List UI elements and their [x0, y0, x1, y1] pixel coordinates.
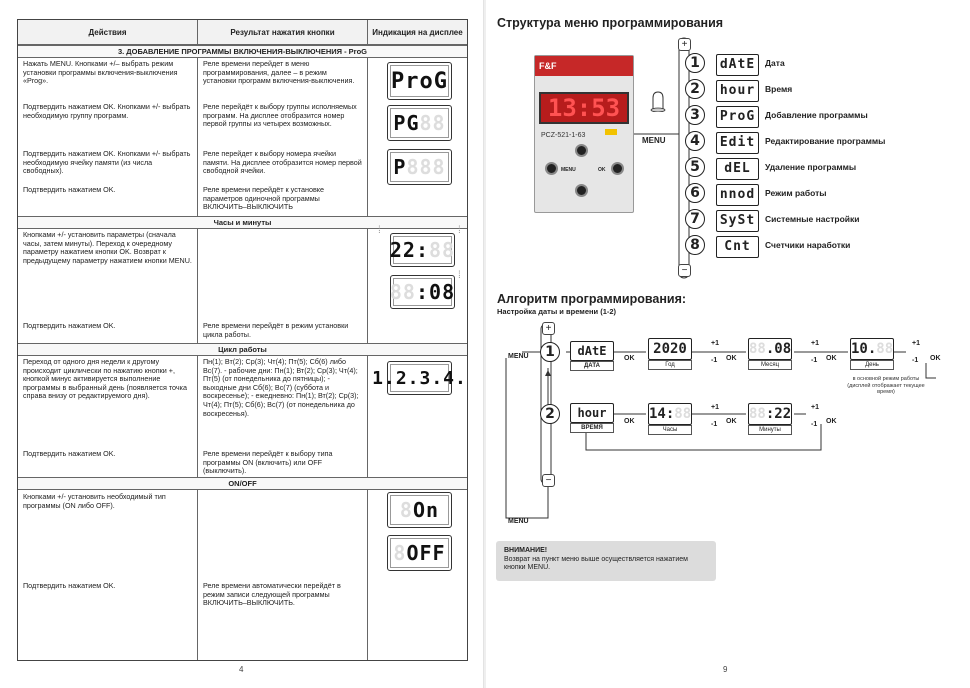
warning-text: Возврат на пункт меню выше осуществляется нажатием кнопки MENU. [504, 555, 688, 571]
page-number-left: 4 [239, 665, 244, 674]
status-led [605, 129, 617, 135]
menu-minus-icon: − [678, 264, 691, 277]
device-model: PCZ-521-1-63 [541, 132, 586, 139]
relay-device [534, 55, 634, 213]
menu-code-hour: hour [716, 80, 759, 102]
onoff-confirm: Подтвердить нажатием OK. [23, 581, 116, 590]
left-page [0, 0, 484, 688]
menu-num-8: 8 [685, 235, 705, 255]
alg-caption-date: ДАТА [570, 361, 614, 371]
alg-caption-hour: ВРЕМЯ [570, 423, 614, 433]
alg-display-month: 88.08 [748, 338, 792, 360]
device-display: 13:53 [539, 92, 629, 124]
alg-caption-hours: Часы [648, 425, 692, 435]
menu-label-date: Дата [765, 58, 785, 68]
alg-caption-minutes: Минуты [748, 425, 792, 435]
menu-button[interactable] [545, 162, 558, 175]
alg-minus1-3: -1 [912, 357, 919, 364]
result-3: Реле перейдет к выбору номера ячейки памяти. На дисплее отобразится номер первой свободной ячейки. [203, 149, 362, 176]
press-hand-icon [649, 90, 667, 112]
menu-label-cnt: Счетчики наработки [765, 240, 851, 250]
alg-plus1-5: +1 [811, 404, 819, 411]
cycle-result: Пн(1); Вт(2); Ср(3); Чт(4); Пт(5); Сб(6) либо Вс(7). - рабочие дни: Пн(1); Вт(2); Ср(3); Чт(4); Пт(5) (от понедельника до пятницы); - выходные дни Сб(6); Вс(7) (суббота и воскресенье); - ежедневно: Пн(1); Вт(2); Ср(3); Чт(4); Пт(5); Сб(6); Вс(7) (от понедельника до воскресенья). [203, 357, 359, 418]
onoff-action: Кнопками +/- установить необходимый тип программы (ON либо OFF). [23, 492, 166, 510]
ok-button[interactable] [611, 162, 624, 175]
plus-button[interactable] [575, 144, 588, 157]
menu-structure-title: Структура меню программирования [497, 16, 724, 30]
alg-minus1-5: -1 [811, 421, 818, 428]
display-minutes: 88 :08 [390, 275, 455, 309]
alg-ok-7: OK [826, 418, 837, 425]
menu-button-label: MENU [561, 167, 576, 173]
menu-label-prog: Добавление программы [765, 110, 868, 120]
action-3: Подтвердить нажатием OK. Кнопками +/- выбрать необходимую ячейку памяти (из числа свободных). [23, 149, 191, 176]
alg-minus1-1: -1 [711, 357, 718, 364]
menu-num-6: 6 [685, 183, 705, 203]
display-prog: ProG [387, 62, 452, 100]
alg-ok-6: OK [726, 418, 737, 425]
algorithm-subtitle: Настройка даты и времени (1-2) [497, 307, 617, 316]
section-prog-title: 3. ДОБАВЛЕНИЕ ПРОГРАММЫ ВКЛЮЧЕНИЯ-ВЫКЛЮЧЕНИЯ - ProG [18, 45, 467, 58]
menu-label-edit: Редактирование программы [765, 136, 886, 146]
cycle-action: Переход от одного дня недели к другому происходит циклически по нажатию кнопки +, кнопкой минус активируется выполнение программы в выбранный день (появляется точка справа внизу от редактируемого дня). [23, 357, 187, 401]
alg-ok-1: OK [624, 355, 635, 362]
menu-num-2: 2 [685, 79, 705, 99]
menu-num-5: 5 [685, 157, 705, 177]
alg-plus1-4: +1 [711, 404, 719, 411]
time-confirm-result: Реле времени перейдёт в режим установки цикла работы. [203, 321, 349, 339]
section-time: Часы и минуты [18, 216, 467, 229]
alg-ok-5: OK [624, 418, 635, 425]
alg-step-2: 2 [540, 404, 560, 424]
warning-box [496, 541, 716, 581]
alg-ok-2: OK [726, 355, 737, 362]
menu-label-hour: Время [765, 84, 793, 94]
display-hours: 22: 88 [390, 233, 455, 267]
result-4: Реле времени перейдёт к установке параметров одиночной программы ВКЛЮЧИТЬ–ВЫКЛЮЧИТЬ [203, 185, 325, 212]
alg-caption-day: День [850, 360, 894, 370]
alg-minus1-4: -1 [711, 421, 718, 428]
menu-label-syst: Системные настройки [765, 214, 860, 224]
alg-caption-year: Год [648, 360, 692, 370]
menu-code-prog: ProG [716, 106, 759, 128]
right-page [486, 0, 970, 688]
menu-code-edit: Edit [716, 132, 759, 154]
header-display: Индикация на дисплее [367, 20, 467, 45]
result-2: Реле перейдёт к выбору группы исполняемых программ. На дисплее отобразится номер первой группы из четырех возможных. [203, 102, 357, 129]
onoff-confirm-result: Реле времени автоматически перейдёт в режим записи следующей программы ВКЛЮЧИТЬ–ВЫКЛЮЧИТЬ. [203, 581, 341, 608]
alg-display-hour: hour [570, 403, 614, 423]
action-2: Подтвердить нажатием OK. Кнопками +/- выбрать необходимую группу программ. [23, 102, 191, 120]
result-1: Реле времени перейдет в меню программирования, далее – в режим установки программ включения-выключения. [203, 59, 355, 86]
alg-display-year: 2020 [648, 338, 692, 360]
ok-button-label: OK [598, 167, 606, 173]
alg-plus-icon: + [542, 322, 555, 335]
action-4: Подтвердить нажатием OK. [23, 185, 116, 194]
table-header [18, 20, 467, 45]
header-actions: Действия [88, 28, 127, 37]
menu-num-4: 4 [685, 131, 705, 151]
alg-display-minutes: 88:22 [748, 403, 792, 425]
page-number-right: 9 [723, 665, 728, 674]
alg-display-day: 10.88 [850, 338, 894, 360]
menu-code-mode: nnod [716, 184, 759, 206]
menu-code-cnt: Cnt [716, 236, 759, 258]
section-onoff: ON/OFF [18, 477, 467, 490]
alg-minus1-2: -1 [811, 357, 818, 364]
alg-menu-label: MENU [508, 353, 529, 360]
brand-logo: F&F [535, 56, 633, 76]
header-result: Результат нажатия кнопки [197, 20, 367, 45]
warning-title: ВНИМАНИЕ! [504, 547, 548, 554]
time-confirm: Подтвердить нажатием OK. [23, 321, 116, 330]
menu-plus-icon: + [678, 38, 691, 51]
menu-code-syst: SySt [716, 210, 759, 232]
alg-display-hours: 14:88 [648, 403, 692, 425]
alg-note: в основной режим работы (дисплей отображает текущее время) [847, 376, 925, 395]
display-pg: PG 88 [387, 105, 452, 141]
menu-num-3: 3 [685, 105, 705, 125]
display-on: 8 On [387, 492, 452, 528]
alg-display-date: dAtE [570, 341, 614, 361]
alg-plus1-1: +1 [711, 340, 719, 347]
menu-code-del: dEL [716, 158, 759, 180]
alg-minus-icon: − [542, 474, 555, 487]
display-p: P 888 [387, 149, 452, 185]
action-1: Нажать MENU. Кнопками +/– выбрать режим установки программы включения-выключения «Prog». [23, 59, 178, 86]
menu-label-del: Удаление программы [765, 162, 857, 172]
instruction-table: Действия Результат нажатия кнопки Индикация на дисплее 3. ДОБАВЛЕНИЕ ПРОГРАММЫ ВКЛЮЧЕНИЯ-ВЫКЛЮЧЕНИЯ - ProG Нажать MENU. Кнопками +/– выбрать режим установки программы включения-выключения «Prog». Реле времени перейдет в меню программирования, далее – в режим установки программ включения-выключения. ProG Подтвердить нажатием OK. Кнопками +/- выбрать необходимую группу программ. Реле перейдёт к выбору группы исполняемых программ. На дисплее отобразится номер первой группы из четырех возможных. PG 88 Подтвердить нажатием OK. Кнопками +/- выбрать необходимую ячейку памяти (из числа свободных). Реле перейдет к выбору номера ячейки памяти. На дисплее отобразится номер первой свободной ячейки. P 888 Подтвердить нажатием OK. Реле времени перейдёт к установке параметров одиночной программы ВКЛЮЧИТЬ–ВЫКЛЮЧИТЬ Часы и минуты Кнопками +/- установить параметры (сначала часы, затем минуты). Переход к очередному параметру нажатием кнопки OK. Возврат к предыдущему параметру нажатием кнопки MENU. 22: 88 ⁞ ⁞ 88 :08 ⁞ Подтвердить нажатием OK. Реле времени перейдёт в режим установки цикла работы. Цикл работы Переход от одного дня недели к другому происходит циклически по нажатию кнопки +, кнопкой минус активируется выполнение программы в выбранный день (появляется точка справа внизу от редактируемого дня). Пн(1); Вт(2); Ср(3); Чт(4); Пт(5); Сб(6) либо Вс(7). - рабочие дни: Пн(1); Вт(2); Ср(3); Чт(4); Пт(5) (от понедельника до пятницы); - выходные дни Сб(6); Вс(7) (суббота и воскресенье); - ежедневно: Пн(1); Вт(2); Ср(3); Чт(4); Пт(5); Сб(6); Вс(7) (от понедельника до воскресенья). 1.2.3.4. Подтвердить нажатием OK. Реле времени перейдёт к выбору типа программы ON (включить) или OFF (выключить). ON/OFF Кнопками +/- установить необходимый тип программы (ON либо OFF). 8 On 8 OFF Подтвердить нажатием OK. Реле времени автоматически перейдёт в режим записи следующей программы ВКЛЮЧИТЬ–ВЫКЛЮЧИТЬ. [17, 19, 468, 661]
minus-button[interactable] [575, 184, 588, 197]
cycle-confirm-result: Реле времени перейдёт к выбору типа программы ON (включить) или OFF (выключить). [203, 449, 333, 476]
section-cycle: Цикл работы [18, 343, 467, 356]
algorithm-title: Алгоритм программирования: [497, 292, 687, 306]
alg-menu-label-bottom: MENU [508, 518, 529, 525]
menu-code-date: dAtE [716, 54, 759, 76]
blink-marks-hours: ⁞ [378, 225, 381, 236]
alg-caption-month: Месяц [748, 360, 792, 370]
alg-ok-4: OK [930, 355, 941, 362]
device-menu-label: MENU [642, 136, 666, 145]
menu-label-mode: Режим работы [765, 188, 827, 198]
cycle-confirm: Подтвердить нажатием OK. [23, 449, 116, 458]
alg-ok-3: OK [826, 355, 837, 362]
alg-plus1-2: +1 [811, 340, 819, 347]
menu-num-7: 7 [685, 209, 705, 229]
menu-num-1: 1 [685, 53, 705, 73]
time-action: Кнопками +/- установить параметры (сначала часы, затем минуты). Переход к очередному параметру нажатием кнопки OK. Возврат к предыдущему параметру нажатием кнопки MENU. [23, 230, 192, 265]
alg-step-1: 1 [540, 342, 560, 362]
display-cycle: 1.2.3.4. [387, 361, 452, 395]
display-off: 8 OFF [387, 535, 452, 571]
alg-plus1-3: +1 [912, 340, 920, 347]
